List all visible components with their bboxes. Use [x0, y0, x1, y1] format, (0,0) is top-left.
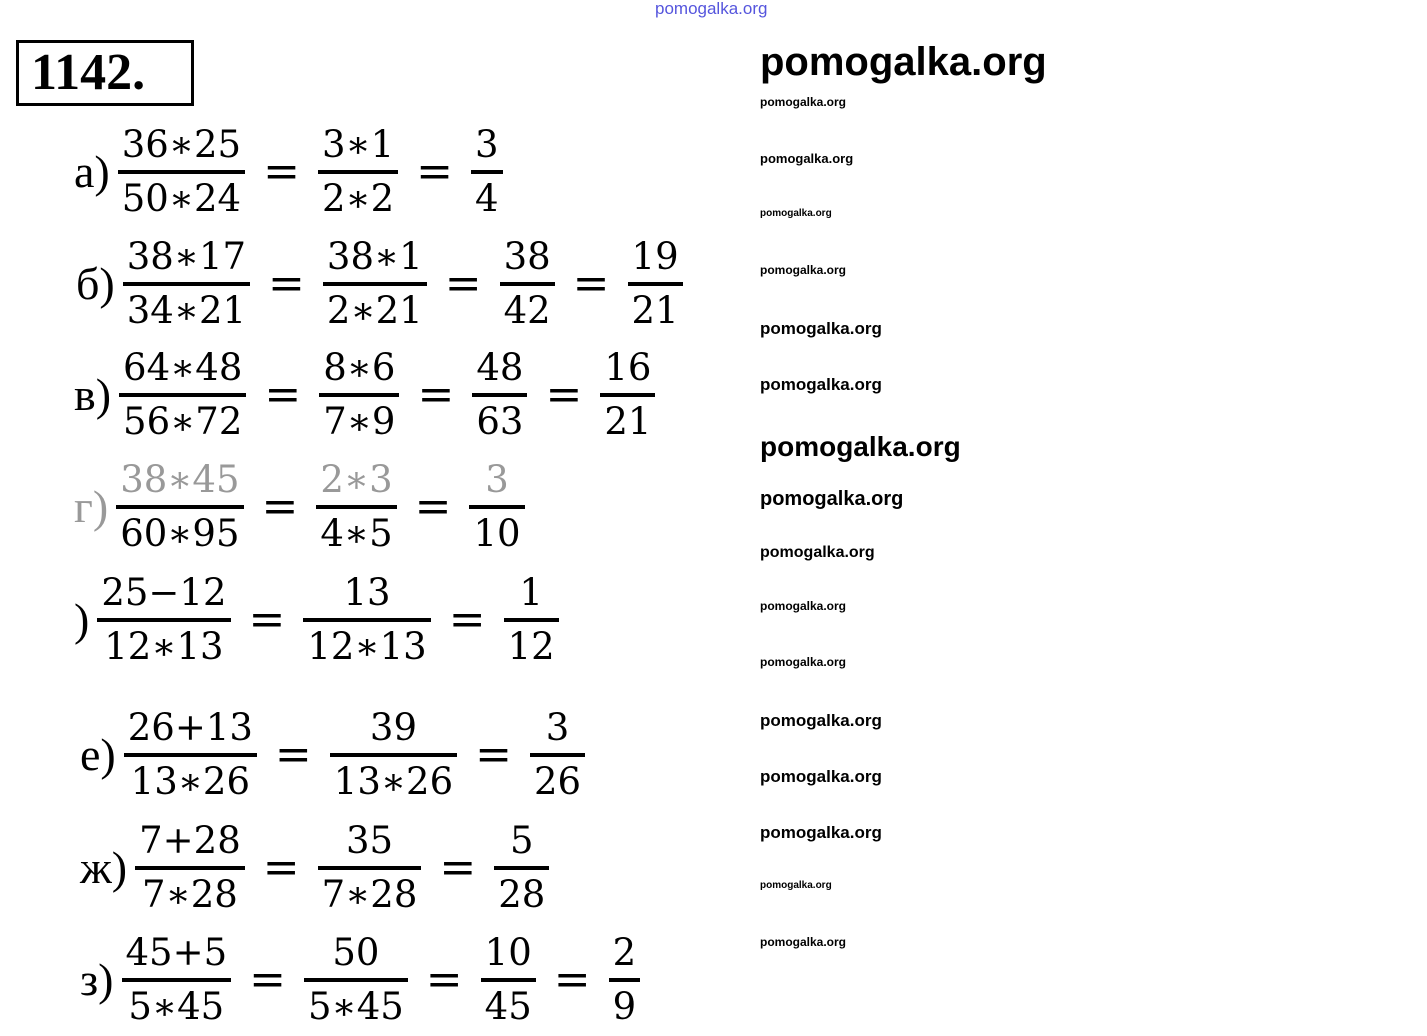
numerator: 64∗48: [123, 346, 243, 389]
watermark-text: pomogalka.org: [760, 655, 847, 669]
equals-sign: =: [268, 258, 305, 309]
numerator: 50: [332, 931, 380, 974]
watermark-text: pomogalka.org: [760, 823, 882, 842]
denominator: 63: [476, 400, 524, 443]
watermark-text: pomogalka.org: [760, 40, 1047, 84]
problem-row: [74, 455, 525, 559]
equals-sign: =: [263, 146, 300, 197]
denominator: 56∗72: [123, 400, 243, 443]
fraction: [323, 232, 427, 336]
denominator: 2∗2: [321, 177, 395, 220]
denominator: 12∗13: [104, 625, 224, 668]
equals-sign: =: [264, 369, 302, 420]
fraction: [628, 232, 683, 336]
numerator: 39: [369, 706, 417, 749]
problem-row: [80, 816, 549, 920]
fraction: [500, 232, 555, 336]
problem-label: ж): [80, 842, 128, 893]
denominator: 21: [631, 289, 679, 332]
fraction: [97, 568, 230, 672]
problem-label: з): [80, 954, 114, 1005]
numerator: 25−12: [101, 571, 227, 614]
fraction: [123, 232, 250, 336]
fraction: [609, 928, 641, 1032]
problem-label: г): [74, 481, 109, 532]
problem-row: [74, 120, 503, 224]
denominator: 2∗21: [326, 289, 423, 332]
numerator: 26+13: [127, 706, 253, 749]
fraction: [116, 455, 243, 559]
problem-label: е): [80, 729, 116, 780]
denominator: 4∗5: [320, 512, 393, 555]
numerator: 5: [510, 819, 534, 862]
watermark-text: pomogalka.org: [655, 0, 768, 18]
fraction: [122, 928, 232, 1032]
denominator: 7∗28: [321, 873, 418, 916]
denominator: 13∗26: [130, 760, 250, 803]
equals-sign: =: [262, 842, 300, 893]
equals-sign: =: [572, 258, 610, 309]
watermark-text: pomogalka.org: [760, 767, 882, 786]
fraction: [481, 928, 536, 1032]
watermark-text: pomogalka.org: [760, 544, 875, 561]
fraction: [135, 816, 245, 920]
fraction: [494, 816, 549, 920]
numerator: 35: [345, 819, 394, 862]
watermark-text: pomogalka.org: [760, 208, 832, 219]
watermark-text: pomogalka.org: [760, 711, 882, 730]
denominator: 45: [484, 985, 532, 1028]
equals-sign: =: [248, 594, 286, 645]
problem-label: а): [74, 146, 110, 197]
denominator: 4: [475, 177, 499, 220]
fraction: [469, 455, 524, 559]
numerator: 38: [503, 235, 551, 278]
denominator: 12∗13: [307, 625, 427, 668]
numerator: 3: [545, 706, 570, 749]
watermark-text: pomogalka.org: [760, 375, 882, 394]
fraction: [316, 455, 396, 559]
watermark-text: pomogalka.org: [760, 880, 832, 891]
numerator: 38∗45: [120, 458, 240, 501]
equals-sign: =: [448, 594, 486, 645]
denominator: 26: [533, 760, 582, 803]
denominator: 5∗45: [128, 985, 225, 1028]
denominator: 7∗9: [323, 400, 396, 443]
numerator: 10: [484, 931, 532, 974]
denominator: 60∗95: [120, 512, 240, 555]
numerator: 48: [476, 346, 524, 389]
problem-label: в): [74, 369, 112, 420]
denominator: 12: [507, 625, 555, 668]
fraction: [319, 343, 399, 447]
denominator: 7∗28: [142, 873, 238, 916]
equals-sign: =: [261, 481, 299, 532]
watermark-text: pomogalka.org: [760, 263, 847, 277]
denominator: 5∗45: [308, 985, 404, 1028]
problem-number: 1142.: [16, 40, 194, 106]
problem-row: [74, 343, 655, 447]
fraction: [318, 816, 422, 920]
denominator: 9: [612, 985, 637, 1028]
fraction: [304, 928, 408, 1032]
numerator: 19: [631, 235, 679, 278]
watermark-text: pomogalka.org: [760, 488, 904, 510]
numerator: 38∗1: [326, 235, 423, 278]
numerator: 13: [343, 571, 391, 614]
fraction: [600, 343, 655, 447]
watermark-text: pomogalka.org: [760, 935, 847, 949]
numerator: 1: [519, 571, 543, 614]
fraction: [118, 120, 245, 224]
numerator: 7+28: [139, 819, 241, 862]
numerator: 3∗1: [321, 123, 395, 166]
watermark-text: pomogalka.org: [760, 151, 854, 166]
denominator: 42: [503, 289, 551, 332]
fraction: [124, 703, 257, 807]
numerator: 36∗25: [121, 123, 242, 166]
numerator: 2: [612, 931, 637, 974]
denominator: 28: [498, 873, 546, 916]
fraction: [330, 703, 457, 807]
fraction: [471, 120, 503, 224]
denominator: 21: [604, 400, 652, 443]
problem-row: [76, 232, 683, 336]
fraction: [303, 568, 430, 672]
numerator: 3: [485, 458, 509, 501]
equals-sign: =: [425, 954, 463, 1005]
denominator: 10: [473, 512, 521, 555]
fraction: [119, 343, 246, 447]
numerator: 38∗17: [126, 235, 247, 278]
watermark-text: pomogalka.org: [760, 599, 847, 613]
denominator: 50∗24: [121, 177, 242, 220]
watermark-text: pomogalka.org: [760, 431, 961, 462]
equals-sign: =: [545, 369, 583, 420]
watermark-text: pomogalka.org: [760, 95, 847, 109]
fraction: [530, 703, 585, 807]
numerator: 2∗3: [320, 458, 393, 501]
numerator: 16: [604, 346, 652, 389]
problem-label: ): [74, 594, 90, 645]
equals-sign: =: [274, 729, 312, 780]
fraction: [504, 568, 559, 672]
equals-sign: =: [444, 258, 482, 309]
numerator: 3: [475, 123, 499, 166]
problem-row: [80, 928, 640, 1032]
numerator: 8∗6: [323, 346, 396, 389]
fraction: [318, 120, 398, 224]
numerator: 45+5: [125, 931, 228, 974]
equals-sign: =: [439, 842, 477, 893]
problem-row: [74, 568, 559, 672]
fraction: [472, 343, 527, 447]
problem-label: б): [76, 258, 115, 309]
denominator: 13∗26: [333, 760, 454, 803]
watermark-text: pomogalka.org: [760, 319, 882, 338]
equals-sign: =: [414, 481, 452, 532]
equals-sign: =: [417, 369, 455, 420]
equals-sign: =: [249, 954, 286, 1005]
problem-row: [80, 703, 585, 807]
equals-sign: =: [475, 729, 512, 780]
equals-sign: =: [416, 146, 454, 197]
denominator: 34∗21: [126, 289, 247, 332]
equals-sign: =: [553, 954, 591, 1005]
